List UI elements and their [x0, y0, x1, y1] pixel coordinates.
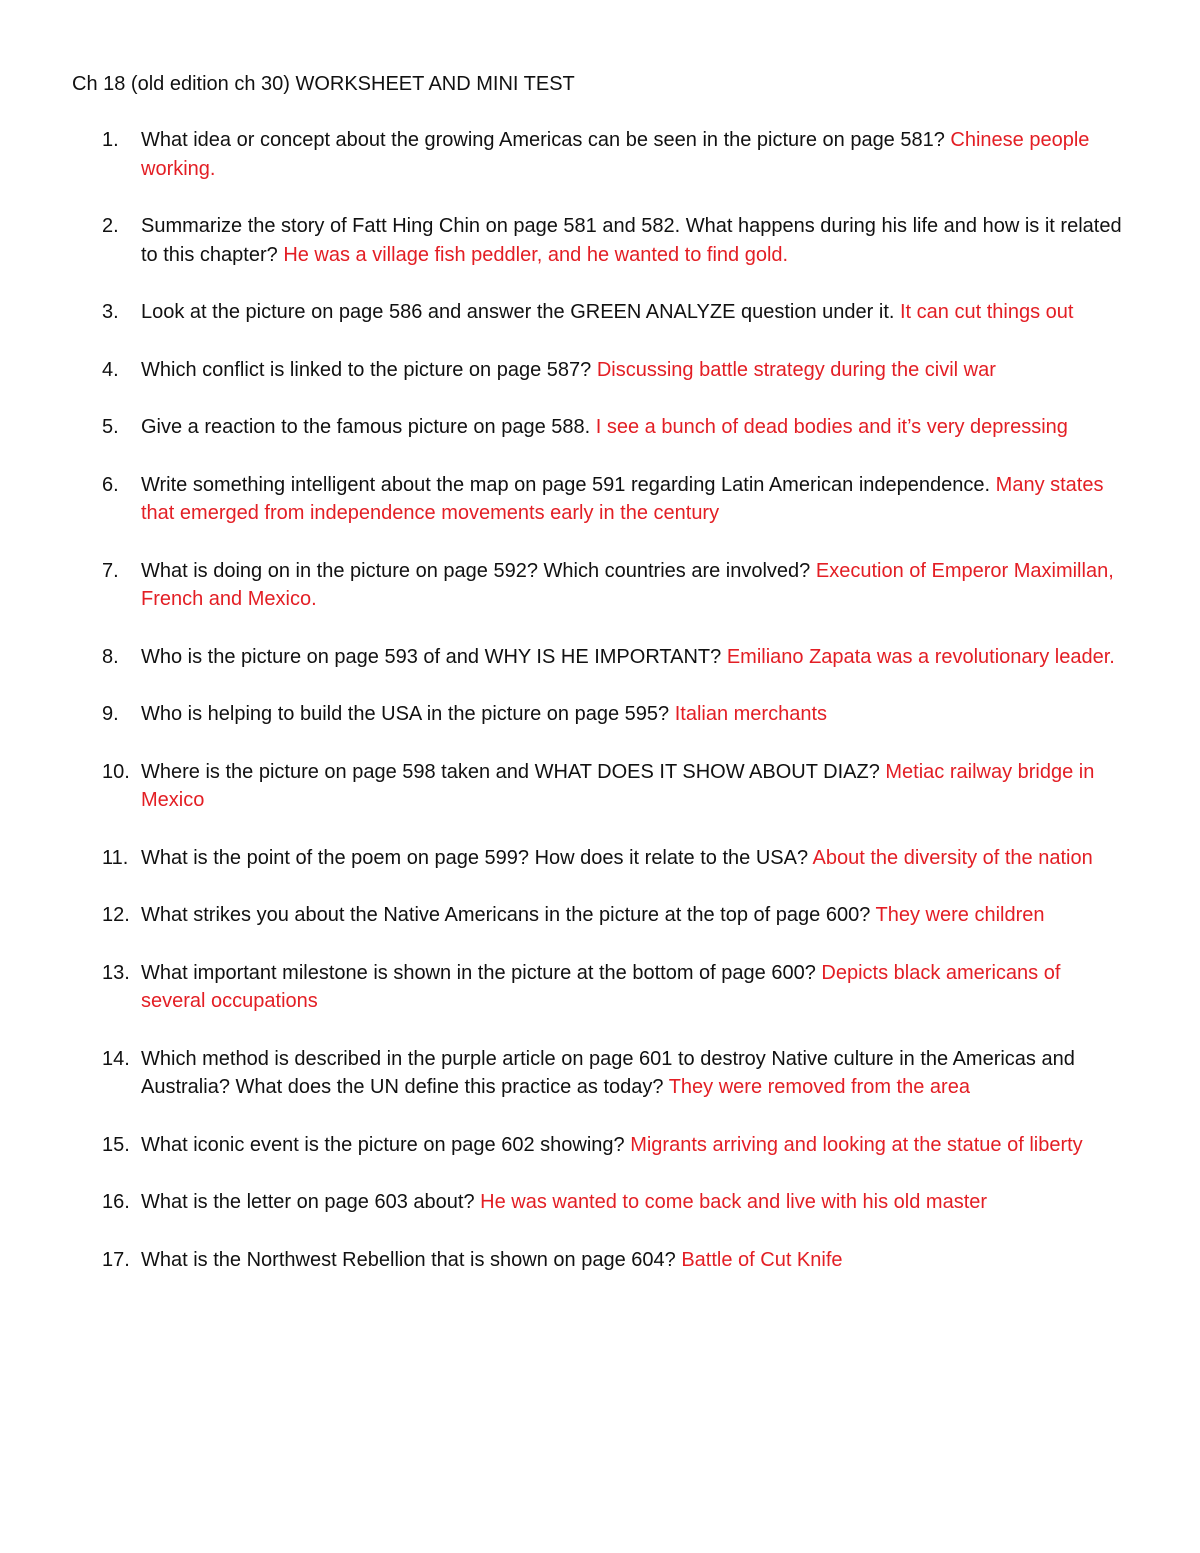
question-number: 14. — [102, 1047, 130, 1070]
answer-text: Italian merchants — [674, 703, 827, 725]
question-text: What strikes you about the Native Americans in the picture at the top of page 600? — [141, 904, 876, 926]
question-list — [0, 126, 1200, 1303]
question-item-7 — [0, 557, 1200, 614]
answer-text: He was wanted to come back and live with his old master — [480, 1191, 988, 1213]
question-item-5 — [0, 413, 1200, 442]
question-item-17 — [0, 1246, 1200, 1275]
answer-text: Battle of Cut Knife — [681, 1248, 843, 1271]
question-item-16 — [0, 1188, 1200, 1217]
question-number: 7. — [102, 559, 119, 582]
question-text: What important milestone is shown in the picture at the bottom of page 600? — [141, 961, 822, 984]
question-text: What is doing on in the picture on page 592? Which countries are involved? — [141, 559, 816, 582]
question-text: What is the letter on page 603 about? — [141, 1191, 481, 1213]
question-number: 11. — [102, 846, 129, 869]
question-number: 2. — [102, 215, 119, 237]
question-number: 3. — [102, 301, 119, 323]
worksheet-title: Ch 18 (old edition ch 30) WORKSHEET AND MINI TEST — [72, 73, 575, 95]
question-text: What iconic event is the picture on page 602 showing? — [141, 1133, 631, 1156]
question-text: Which conflict is linked to the picture on page 587? — [141, 358, 597, 381]
answer-text: They were removed from the area — [668, 1076, 970, 1098]
question-text: What idea or concept about the growing Americas can be seen in the picture on page 581? — [141, 129, 951, 151]
question-item-12 — [0, 901, 1200, 930]
question-number: 1. — [102, 129, 119, 151]
answer-text: Migrants arriving and looking at the statue of liberty — [630, 1133, 1083, 1156]
question-number: 12. — [102, 904, 130, 926]
question-item-15 — [0, 1131, 1200, 1160]
question-item-8 — [0, 643, 1200, 672]
question-number: 8. — [102, 645, 119, 668]
question-item-6 — [0, 471, 1200, 528]
question-number: 13. — [102, 961, 130, 984]
question-text: Which method is described in the purple article on page 601 to destroy Native culture in the Americas and Australia? What does the UN define this practice as today? — [141, 1047, 1075, 1098]
question-item-9 — [0, 700, 1200, 729]
answer-text: I see a bunch of dead bodies and it’s very depressing — [595, 416, 1068, 438]
question-text: Give a reaction to the famous picture on page 588. — [141, 416, 596, 438]
answer-text: Metiac railway bridge in Mexico — [141, 760, 1095, 811]
question-number: 16. — [102, 1191, 130, 1213]
answer-text: Discussing battle strategy during the civil war — [596, 358, 996, 381]
question-number: 6. — [102, 473, 119, 496]
question-number: 15. — [102, 1133, 130, 1156]
question-text: What is the Northwest Rebellion that is shown on page 604? — [141, 1248, 682, 1271]
question-item-3 — [0, 298, 1200, 327]
question-item-10 — [0, 758, 1200, 815]
question-item-11 — [0, 844, 1200, 873]
answer-text: Execution of Emperor Maximillan, French and Mexico. — [141, 559, 1114, 610]
answer-text: About the diversity of the nation — [812, 846, 1093, 869]
answer-text: Many states that emerged from independence movements early in the century — [141, 473, 1104, 524]
question-item-4 — [0, 356, 1200, 385]
question-text: Who is helping to build the USA in the picture on page 595? — [141, 703, 675, 725]
question-item-2 — [0, 212, 1200, 269]
answer-text: Chinese people working. — [141, 129, 1090, 180]
question-number: 17. — [102, 1248, 130, 1271]
answer-text: Emiliano Zapata was a revolutionary leader. — [726, 645, 1115, 668]
question-text: What is the point of the poem on page 599? How does it relate to the USA? — [141, 846, 813, 869]
question-number: 9. — [102, 703, 119, 725]
question-text: Write something intelligent about the map on page 591 regarding Latin American independence. — [141, 473, 996, 496]
answer-text: He was a village fish peddler, and he wanted to find gold. — [283, 243, 789, 266]
question-text: Look at the picture on page 586 and answer the GREEN ANALYZE question under it. — [141, 301, 900, 323]
answer-text: They were children — [875, 904, 1045, 926]
question-text: Who is the picture on page 593 of and WHY IS HE IMPORTANT? — [141, 645, 727, 668]
question-item-1 — [0, 126, 1200, 183]
answer-text: It can cut things out — [899, 301, 1074, 323]
question-item-13 — [0, 959, 1200, 1016]
question-number: 10. — [102, 760, 130, 783]
answer-text: Depicts black americans of several occupations — [141, 961, 1061, 1012]
question-number: 4. — [102, 358, 119, 381]
question-item-14 — [0, 1045, 1200, 1102]
question-text: Summarize the story of Fatt Hing Chin on page 581 and 582. What happens during his life and how is it related to this chapter? — [141, 215, 1122, 266]
question-number: 5. — [102, 416, 119, 438]
question-text: Where is the picture on page 598 taken and WHAT DOES IT SHOW ABOUT DIAZ? — [141, 760, 886, 783]
